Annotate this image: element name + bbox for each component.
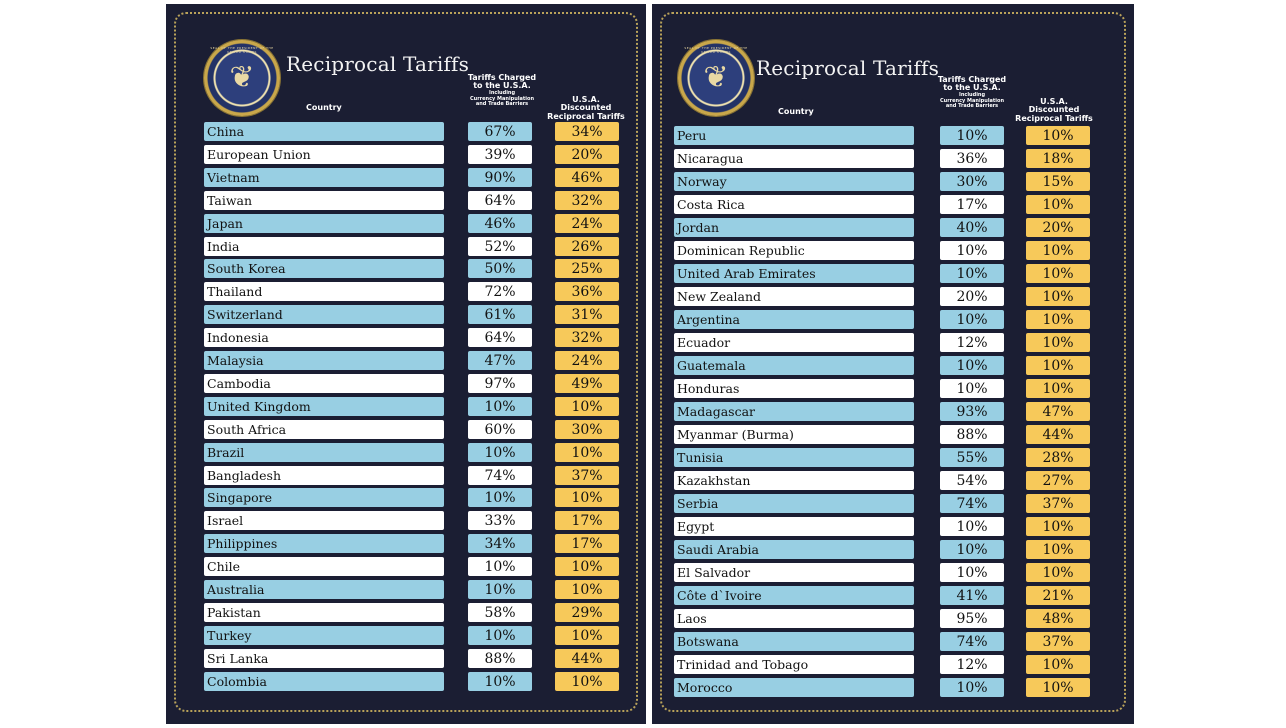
table-row — [652, 563, 1134, 582]
table-row — [652, 678, 1134, 697]
reciprocal-tariff-cell: 10% — [555, 557, 619, 576]
table-row — [652, 425, 1134, 444]
table-row — [652, 241, 1134, 260]
reciprocal-tariff-cell: 10% — [1026, 655, 1090, 674]
table-row — [166, 672, 646, 691]
table-row — [166, 420, 646, 439]
tariffs-charged-cell: 61% — [468, 305, 532, 324]
tariffs-charged-cell: 17% — [940, 195, 1004, 214]
country-name-cell: Tunisia — [674, 448, 914, 467]
country-name-cell: Laos — [674, 609, 914, 628]
reciprocal-tariff-cell: 30% — [555, 420, 619, 439]
table-row — [652, 609, 1134, 628]
seal-lettering: SEAL OF THE PRESIDENT OF THE UNITED STATES — [684, 46, 748, 54]
country-name-cell: Malaysia — [204, 351, 444, 370]
reciprocal-tariff-cell: 34% — [555, 122, 619, 141]
table-row — [166, 603, 646, 622]
country-name-cell: Honduras — [674, 379, 914, 398]
page-title: Reciprocal Tariffs — [756, 56, 940, 80]
table-row — [166, 168, 646, 187]
reciprocal-tariff-cell: 48% — [1026, 609, 1090, 628]
country-name-cell: Dominican Republic — [674, 241, 914, 260]
header-line: Reciprocal Tariffs — [547, 111, 625, 121]
country-name-cell: Morocco — [674, 678, 914, 697]
tariffs-charged-cell: 30% — [940, 172, 1004, 191]
header-subline: Including — [958, 91, 986, 98]
table-row — [652, 540, 1134, 559]
reciprocal-tariff-cell: 44% — [1026, 425, 1090, 444]
reciprocal-tariff-cell: 26% — [555, 237, 619, 256]
country-name-cell: Bangladesh — [204, 466, 444, 485]
tariff-board-right — [652, 4, 1134, 724]
table-row — [652, 471, 1134, 490]
tariffs-charged-cell: 50% — [468, 259, 532, 278]
header-subline: Including — [488, 89, 516, 96]
table-row — [652, 356, 1134, 375]
table-row — [166, 259, 646, 278]
tariffs-charged-cell: 10% — [468, 626, 532, 645]
tariffs-charged-cell: 10% — [940, 379, 1004, 398]
country-name-cell: Thailand — [204, 282, 444, 301]
reciprocal-tariff-cell: 10% — [555, 488, 619, 507]
tariffs-charged-cell: 36% — [940, 149, 1004, 168]
country-name-cell: Indonesia — [204, 328, 444, 347]
tariffs-charged-cell: 64% — [468, 328, 532, 347]
reciprocal-tariff-cell: 29% — [555, 603, 619, 622]
tariffs-charged-cell: 39% — [468, 145, 532, 164]
reciprocal-tariff-cell: 27% — [1026, 471, 1090, 490]
country-name-cell: Switzerland — [204, 305, 444, 324]
country-name-cell: Taiwan — [204, 191, 444, 210]
country-name-cell: Australia — [204, 580, 444, 599]
reciprocal-tariff-cell: 10% — [1026, 678, 1090, 697]
tariffs-charged-cell: 55% — [940, 448, 1004, 467]
tariffs-charged-cell: 74% — [940, 494, 1004, 513]
table-row — [166, 580, 646, 599]
tariffs-charged-cell: 12% — [940, 333, 1004, 352]
table-row — [166, 122, 646, 141]
reciprocal-tariff-cell: 10% — [555, 397, 619, 416]
country-name-cell: Botswana — [674, 632, 914, 651]
country-name-cell: Jordan — [674, 218, 914, 237]
tariffs-charged-cell: 58% — [468, 603, 532, 622]
tariffs-charged-cell: 97% — [468, 374, 532, 393]
country-name-cell: Vietnam — [204, 168, 444, 187]
header-subline: Currency Manipulation — [469, 95, 535, 102]
country-name-cell: Philippines — [204, 534, 444, 553]
presidential-seal-icon — [204, 40, 280, 116]
header-subline: and Trade Barriers — [475, 101, 529, 108]
reciprocal-tariff-cell: 10% — [1026, 379, 1090, 398]
table-row — [652, 172, 1134, 191]
reciprocal-tariff-cell: 10% — [1026, 126, 1090, 145]
reciprocal-tariff-cell: 37% — [555, 466, 619, 485]
table-row — [166, 374, 646, 393]
country-name-cell: Guatemala — [674, 356, 914, 375]
reciprocal-tariff-cell: 10% — [1026, 195, 1090, 214]
table-row — [652, 379, 1134, 398]
seal-lettering: SEAL OF THE PRESIDENT OF THE UNITED STATES — [210, 46, 274, 54]
country-name-cell: Argentina — [674, 310, 914, 329]
reciprocal-tariff-cell: 10% — [1026, 310, 1090, 329]
reciprocal-tariff-cell: 24% — [555, 214, 619, 233]
tariffs-charged-cell: 10% — [940, 517, 1004, 536]
reciprocal-tariff-cell: 17% — [555, 511, 619, 530]
tariffs-charged-cell: 41% — [940, 586, 1004, 605]
table-row — [652, 195, 1134, 214]
country-name-cell: Singapore — [204, 488, 444, 507]
country-name-cell: Chile — [204, 557, 444, 576]
table-row — [652, 494, 1134, 513]
tariffs-charged-cell: 10% — [940, 264, 1004, 283]
column-header-country: Country — [306, 103, 342, 112]
tariffs-charged-cell: 10% — [940, 563, 1004, 582]
country-name-cell: Peru — [674, 126, 914, 145]
header-line: Tariffs Charged — [467, 73, 537, 82]
tariffs-charged-cell: 33% — [468, 511, 532, 530]
eagle-icon: ❦ — [703, 60, 729, 95]
tariffs-charged-cell: 47% — [468, 351, 532, 370]
tariffs-charged-cell: 40% — [940, 218, 1004, 237]
tariffs-charged-cell: 12% — [940, 655, 1004, 674]
header-subline: Currency Manipulation — [939, 97, 1005, 104]
tariffs-charged-cell: 10% — [468, 672, 532, 691]
country-name-cell: Madagascar — [674, 402, 914, 421]
tariffs-charged-cell: 10% — [940, 678, 1004, 697]
country-name-cell: Saudi Arabia — [674, 540, 914, 559]
tariffs-charged-cell: 34% — [468, 534, 532, 553]
country-name-cell: Israel — [204, 511, 444, 530]
reciprocal-tariff-cell: 25% — [555, 259, 619, 278]
country-name-cell: Myanmar (Burma) — [674, 425, 914, 444]
table-row — [652, 632, 1134, 651]
reciprocal-tariff-cell: 20% — [555, 145, 619, 164]
tariffs-charged-cell: 10% — [940, 241, 1004, 260]
country-name-cell: Côte d`Ivoire — [674, 586, 914, 605]
reciprocal-tariff-cell: 32% — [555, 328, 619, 347]
tariffs-charged-cell: 10% — [940, 356, 1004, 375]
table-row — [166, 328, 646, 347]
country-name-cell: South Korea — [204, 259, 444, 278]
table-row — [652, 402, 1134, 421]
tariffs-charged-cell: 20% — [940, 287, 1004, 306]
reciprocal-tariff-cell: 49% — [555, 374, 619, 393]
tariffs-charged-cell: 52% — [468, 237, 532, 256]
page-title: Reciprocal Tariffs — [286, 52, 470, 76]
table-row — [166, 488, 646, 507]
tariffs-charged-cell: 88% — [468, 649, 532, 668]
tariffs-charged-cell: 10% — [468, 580, 532, 599]
table-row — [652, 126, 1134, 145]
country-name-cell: Sri Lanka — [204, 649, 444, 668]
country-name-cell: Kazakhstan — [674, 471, 914, 490]
table-row — [652, 264, 1134, 283]
reciprocal-tariff-cell: 37% — [1026, 494, 1090, 513]
country-name-cell: Turkey — [204, 626, 444, 645]
reciprocal-tariff-cell: 10% — [555, 626, 619, 645]
table-row — [166, 191, 646, 210]
table-row — [652, 287, 1134, 306]
reciprocal-tariff-cell: 10% — [555, 580, 619, 599]
country-name-cell: Trinidad and Tobago — [674, 655, 914, 674]
table-row — [166, 511, 646, 530]
reciprocal-tariff-cell: 18% — [1026, 149, 1090, 168]
header-line: to the U.S.A. — [943, 83, 1001, 93]
reciprocal-tariff-cell: 37% — [1026, 632, 1090, 651]
reciprocal-tariff-cell: 10% — [1026, 563, 1090, 582]
table-row — [166, 443, 646, 462]
tariffs-charged-cell: 10% — [940, 126, 1004, 145]
reciprocal-tariff-cell: 28% — [1026, 448, 1090, 467]
country-name-cell: China — [204, 122, 444, 141]
reciprocal-tariff-cell: 47% — [1026, 402, 1090, 421]
tariffs-charged-cell: 88% — [940, 425, 1004, 444]
tariffs-charged-cell: 60% — [468, 420, 532, 439]
tariffs-charged-cell: 67% — [468, 122, 532, 141]
tariffs-charged-cell: 10% — [468, 488, 532, 507]
table-row — [166, 649, 646, 668]
column-header-reciprocal-tariffs — [1014, 98, 1094, 123]
reciprocal-tariff-cell: 10% — [555, 672, 619, 691]
tariffs-charged-cell: 10% — [468, 397, 532, 416]
table-row — [166, 145, 646, 164]
header-line: Reciprocal Tariffs — [1015, 113, 1093, 123]
table-row — [652, 333, 1134, 352]
country-name-cell: Costa Rica — [674, 195, 914, 214]
header-line: to the U.S.A. — [473, 81, 531, 91]
country-name-cell: Egypt — [674, 517, 914, 536]
column-header-tariffs-charged — [932, 76, 1012, 110]
country-name-cell: South Africa — [204, 420, 444, 439]
table-row — [652, 218, 1134, 237]
reciprocal-tariff-cell: 36% — [555, 282, 619, 301]
table-row — [166, 397, 646, 416]
reciprocal-tariff-cell: 24% — [555, 351, 619, 370]
country-name-cell: European Union — [204, 145, 444, 164]
tariffs-charged-cell: 10% — [940, 310, 1004, 329]
reciprocal-tariff-cell: 46% — [555, 168, 619, 187]
header-line: U.S.A. Discounted — [1028, 97, 1080, 115]
table-row — [652, 655, 1134, 674]
country-name-cell: Japan — [204, 214, 444, 233]
reciprocal-tariff-cell: 32% — [555, 191, 619, 210]
country-name-cell: Nicaragua — [674, 149, 914, 168]
tariffs-charged-cell: 72% — [468, 282, 532, 301]
header-line: U.S.A. Discounted — [560, 95, 612, 113]
country-name-cell: El Salvador — [674, 563, 914, 582]
table-row — [166, 237, 646, 256]
tariffs-charged-cell: 74% — [940, 632, 1004, 651]
eagle-icon: ❦ — [229, 60, 255, 95]
country-name-cell: Cambodia — [204, 374, 444, 393]
table-row — [166, 305, 646, 324]
country-name-cell: Brazil — [204, 443, 444, 462]
reciprocal-tariff-cell: 10% — [1026, 356, 1090, 375]
tariffs-charged-cell: 64% — [468, 191, 532, 210]
tariffs-charged-cell: 46% — [468, 214, 532, 233]
presidential-seal-icon — [678, 40, 754, 116]
reciprocal-tariff-cell: 20% — [1026, 218, 1090, 237]
tariffs-charged-cell: 95% — [940, 609, 1004, 628]
country-name-cell: New Zealand — [674, 287, 914, 306]
table-row — [166, 534, 646, 553]
column-header-reciprocal-tariffs — [546, 96, 626, 121]
tariffs-charged-cell: 10% — [940, 540, 1004, 559]
tariffs-charged-cell: 90% — [468, 168, 532, 187]
table-row — [166, 351, 646, 370]
reciprocal-tariff-cell: 10% — [555, 443, 619, 462]
tariffs-charged-cell: 93% — [940, 402, 1004, 421]
column-header-country: Country — [778, 107, 814, 116]
tariff-board-left — [166, 4, 646, 724]
table-row — [166, 626, 646, 645]
table-row — [166, 557, 646, 576]
country-name-cell: United Arab Emirates — [674, 264, 914, 283]
reciprocal-tariff-cell: 31% — [555, 305, 619, 324]
reciprocal-tariff-cell: 10% — [1026, 333, 1090, 352]
reciprocal-tariff-cell: 10% — [1026, 517, 1090, 536]
country-name-cell: India — [204, 237, 444, 256]
header-subline: and Trade Barriers — [945, 103, 999, 110]
reciprocal-tariff-cell: 10% — [1026, 264, 1090, 283]
country-name-cell: Ecuador — [674, 333, 914, 352]
header-line: Tariffs Charged — [937, 75, 1007, 84]
reciprocal-tariff-cell: 10% — [1026, 540, 1090, 559]
table-row — [166, 466, 646, 485]
reciprocal-tariff-cell: 10% — [1026, 241, 1090, 260]
country-name-cell: Norway — [674, 172, 914, 191]
tariffs-charged-cell: 10% — [468, 557, 532, 576]
country-name-cell: Colombia — [204, 672, 444, 691]
table-row — [652, 448, 1134, 467]
reciprocal-tariff-cell: 15% — [1026, 172, 1090, 191]
reciprocal-tariff-cell: 44% — [555, 649, 619, 668]
country-name-cell: United Kingdom — [204, 397, 444, 416]
reciprocal-tariff-cell: 10% — [1026, 287, 1090, 306]
table-row — [652, 586, 1134, 605]
tariffs-charged-cell: 10% — [468, 443, 532, 462]
tariffs-charged-cell: 54% — [940, 471, 1004, 490]
reciprocal-tariff-cell: 21% — [1026, 586, 1090, 605]
table-row — [652, 149, 1134, 168]
table-row — [652, 310, 1134, 329]
column-header-tariffs-charged — [462, 74, 542, 108]
tariffs-charged-cell: 74% — [468, 466, 532, 485]
reciprocal-tariff-cell: 17% — [555, 534, 619, 553]
country-name-cell: Pakistan — [204, 603, 444, 622]
table-row — [166, 282, 646, 301]
table-row — [166, 214, 646, 233]
table-row — [652, 517, 1134, 536]
country-name-cell: Serbia — [674, 494, 914, 513]
